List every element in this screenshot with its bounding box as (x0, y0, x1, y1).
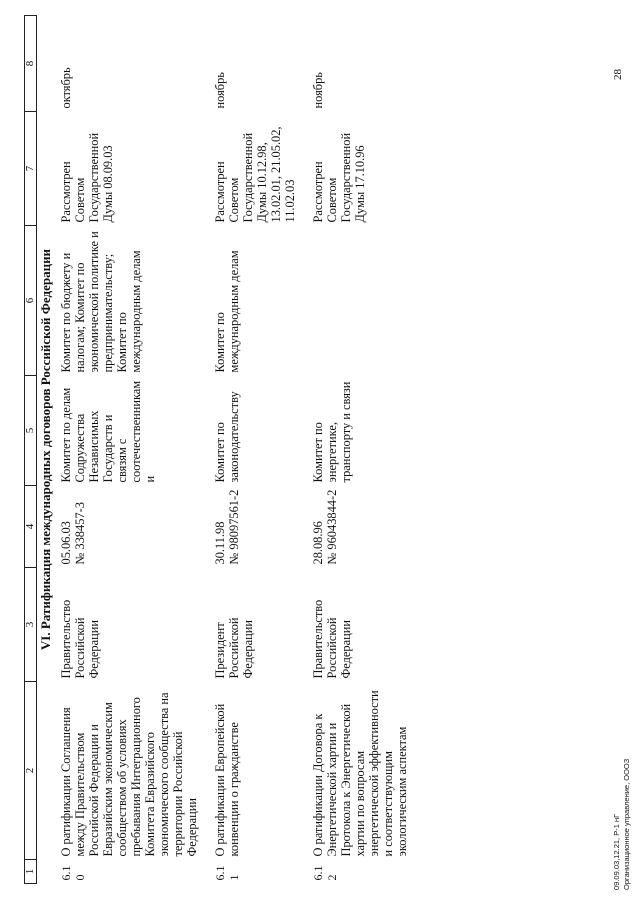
responsible-committee: Комитет по делам Содружества Независимых Государств и связям с соотечественниками (59, 380, 157, 483)
page-number: 28 (612, 69, 624, 80)
bill-title: О ратификации Договора к Энергетической хартии и Протокола к Энергетической хартии по вопросам энергетической эффективности и соответствующим экологическим аспектам (311, 690, 409, 857)
column-number-5: 5 (25, 376, 37, 486)
table-row (307, 16, 419, 884)
responsible-committee: Комитет по законодательству (213, 391, 241, 483)
bill-initiator: Правительство Российской Федерации (59, 599, 101, 679)
responsible-committee: Комитет по энергетике, транспорту и связи (311, 381, 353, 483)
section-title: VI. Ратификация международных договоров Российской Федерации (38, 248, 53, 651)
co-committees: Комитет по международным делам (213, 250, 241, 373)
column-number-4: 4 (25, 486, 37, 568)
table-row (55, 16, 209, 884)
bill-status: Рассмотрен Советом Государственной Думы 17.10.96 (311, 132, 367, 223)
planned-month: октябрь (59, 67, 73, 109)
bill-initiator: Президент Российской Федерации (213, 617, 255, 679)
bill-status: Рассмотрен Советом Государственной Думы 08.09.03 (59, 132, 115, 223)
bill-date-number (209, 486, 307, 568)
column-number-7: 7 (25, 112, 37, 226)
bill-title: О ратификации Европейской конвенции о гражданстве (213, 703, 241, 857)
bill-date-number (307, 486, 419, 568)
bill-date: 05.06.03 (59, 521, 73, 565)
planned-month: ноябрь (311, 72, 325, 109)
co-committees (307, 226, 419, 376)
bill-reg-number: № 338457-3 (73, 502, 87, 565)
footer-organization: Организационное управление, ОООЗ (622, 758, 631, 890)
column-number-2: 2 (25, 682, 37, 860)
row-number: 6.12 (311, 865, 339, 881)
column-number-6: 6 (25, 226, 37, 376)
column-number-3: 3 (25, 568, 37, 682)
section-heading-row (37, 16, 56, 884)
column-number-8: 8 (25, 16, 37, 112)
planned-month: ноябрь (213, 72, 227, 109)
bill-date: 28.08.96 (311, 521, 325, 565)
row-number: 6.11 (213, 865, 241, 881)
bill-date: 30.11.98 (213, 521, 227, 565)
footer-code: 09.09.03,12.21, P-1 нГ (612, 813, 621, 890)
co-committees: Комитет по бюджету и налогам; Комитет по экономической политике и предпринимательству; Комитет по международным делам (59, 231, 143, 373)
bill-initiator: Правительство Российской Федерации (311, 599, 353, 679)
bills-table (24, 15, 419, 884)
bill-reg-number: № 96043844-2 (325, 489, 339, 565)
table-container (24, 16, 514, 884)
bill-status: Рассмотрен Советом Государственной Думы 10.12.98, 13.02.01, 21.05.02, 11.02.03 (213, 126, 297, 223)
bill-date-number (55, 486, 209, 568)
row-number: 6.10 (59, 865, 87, 881)
table-row (209, 16, 307, 884)
column-number-1: 1 (25, 860, 37, 884)
bill-title: О ратификации Соглашения между Правительством Российской Федерации и Евразийским экономическим сообществом об условиях пребывания Интеграционного Комитета Евразийского экономического сообщества на территории Российской Федерации (59, 692, 199, 857)
column-numbers-row (25, 16, 37, 884)
bill-reg-number: № 98097561-2 (227, 489, 241, 565)
